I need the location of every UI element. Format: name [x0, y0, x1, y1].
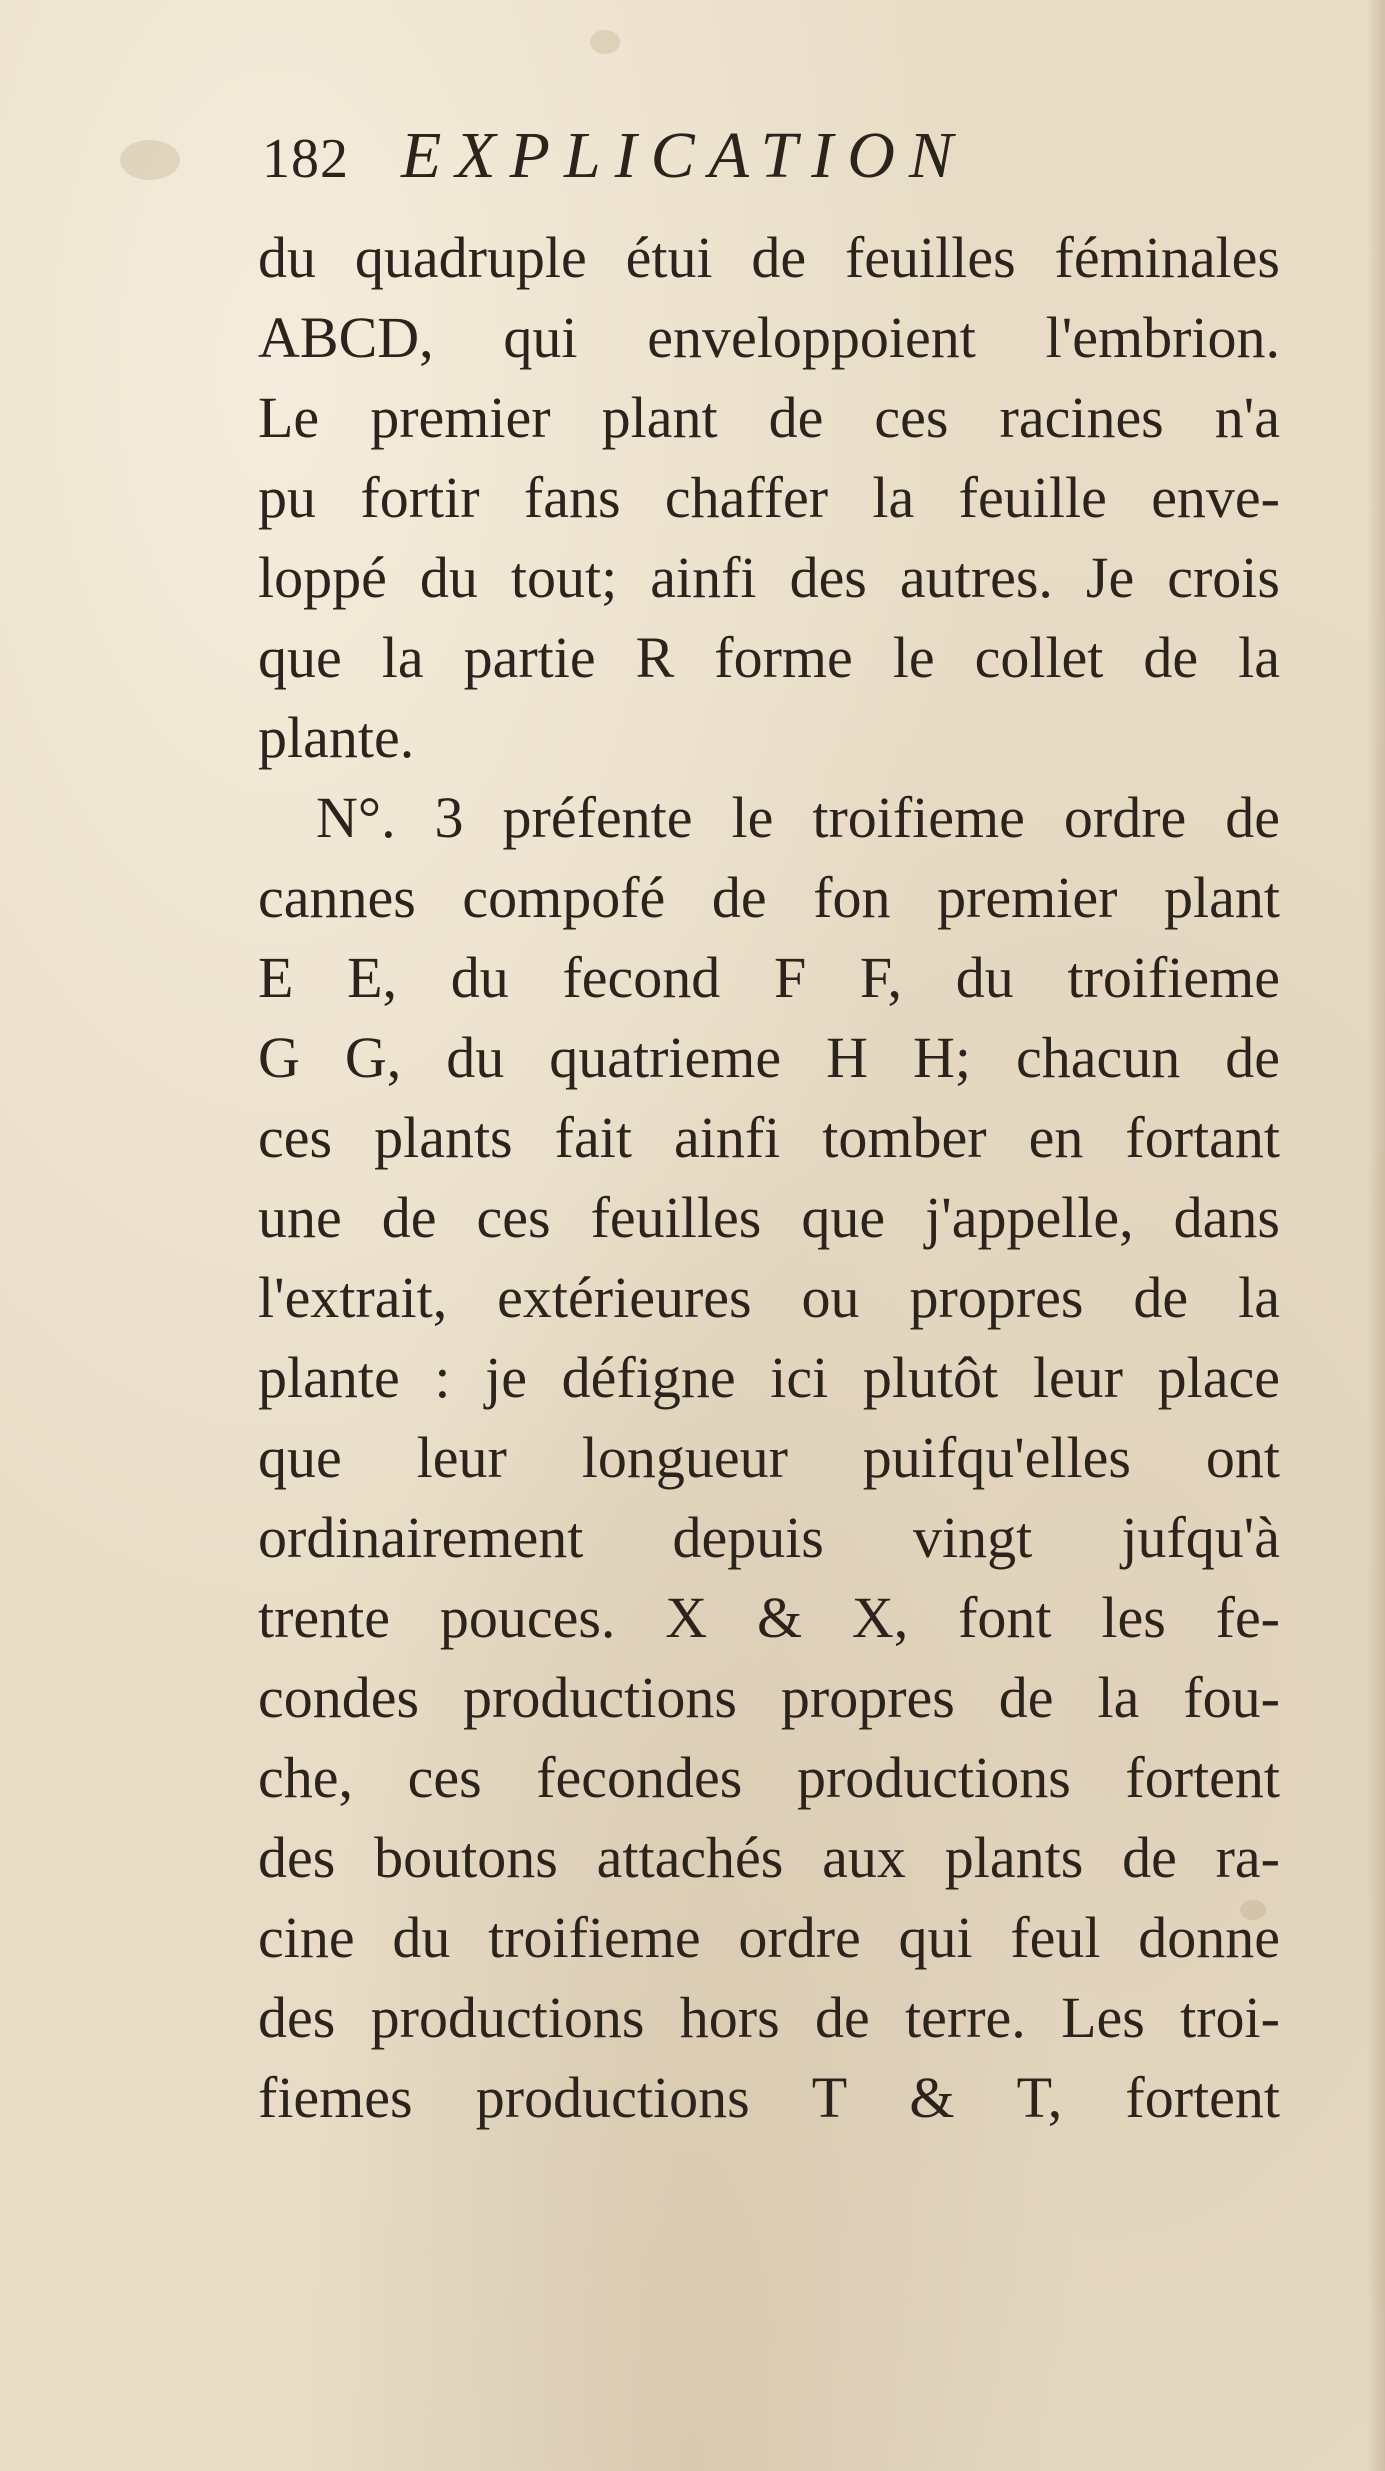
paper-stain: [120, 140, 180, 180]
text-line: des productions hors de terre. Les troi-: [258, 1985, 1280, 2050]
text-line: condes productions propres de la fou-: [258, 1665, 1280, 1730]
text-line: du quadruple étui de feuilles féminales: [258, 225, 1280, 290]
text-line: plante : je défigne ici plutôt leur place: [258, 1345, 1280, 1410]
text-line: plante.: [258, 705, 415, 770]
text-line: pu fortir fans chaffer la feuille enve-: [258, 465, 1280, 530]
text-line: fiemes productions T & T, fortent: [258, 2065, 1280, 2130]
running-head: [262, 118, 1292, 208]
text-line: E E, du fecond F F, du troifieme: [258, 945, 1280, 1010]
text-line: ordinairement depuis vingt jufqu'à: [258, 1505, 1280, 1570]
text-line: que leur longueur puifqu'elles ont: [258, 1425, 1280, 1490]
text-line: une de ces feuilles que j'appelle, dans: [258, 1185, 1280, 1250]
text-line: che, ces fecondes productions fortent: [258, 1745, 1280, 1810]
text-line: cine du troifieme ordre qui feul donne: [258, 1905, 1280, 1970]
page-number: 182: [262, 128, 349, 190]
running-title: EXPLICATION: [401, 119, 967, 192]
text-line: trente pouces. X & X, font les fe-: [258, 1585, 1280, 1650]
text-line: ces plants fait ainfi tomber en fortant: [258, 1105, 1280, 1170]
text-line: l'extrait, extérieures ou propres de la: [258, 1265, 1280, 1330]
text-line: cannes compofé de fon premier plant: [258, 865, 1280, 930]
text-line: des boutons attachés aux plants de ra-: [258, 1825, 1280, 1890]
text-line: ABCD, qui enveloppoient l'embrion.: [258, 305, 1280, 370]
body-text: [258, 218, 1280, 2138]
text-line: loppé du tout; ainfi des autres. Je crois: [258, 545, 1280, 610]
page-edge-shadow: [1367, 0, 1385, 2471]
text-line: G G, du quatrieme H H; chacun de: [258, 1025, 1280, 1090]
paper-stain: [590, 30, 620, 54]
text-line: N°. 3 préfente le troifieme ordre de: [316, 785, 1280, 850]
text-line: Le premier plant de ces racines n'a: [258, 385, 1280, 450]
text-line: que la partie R forme le collet de la: [258, 625, 1280, 690]
